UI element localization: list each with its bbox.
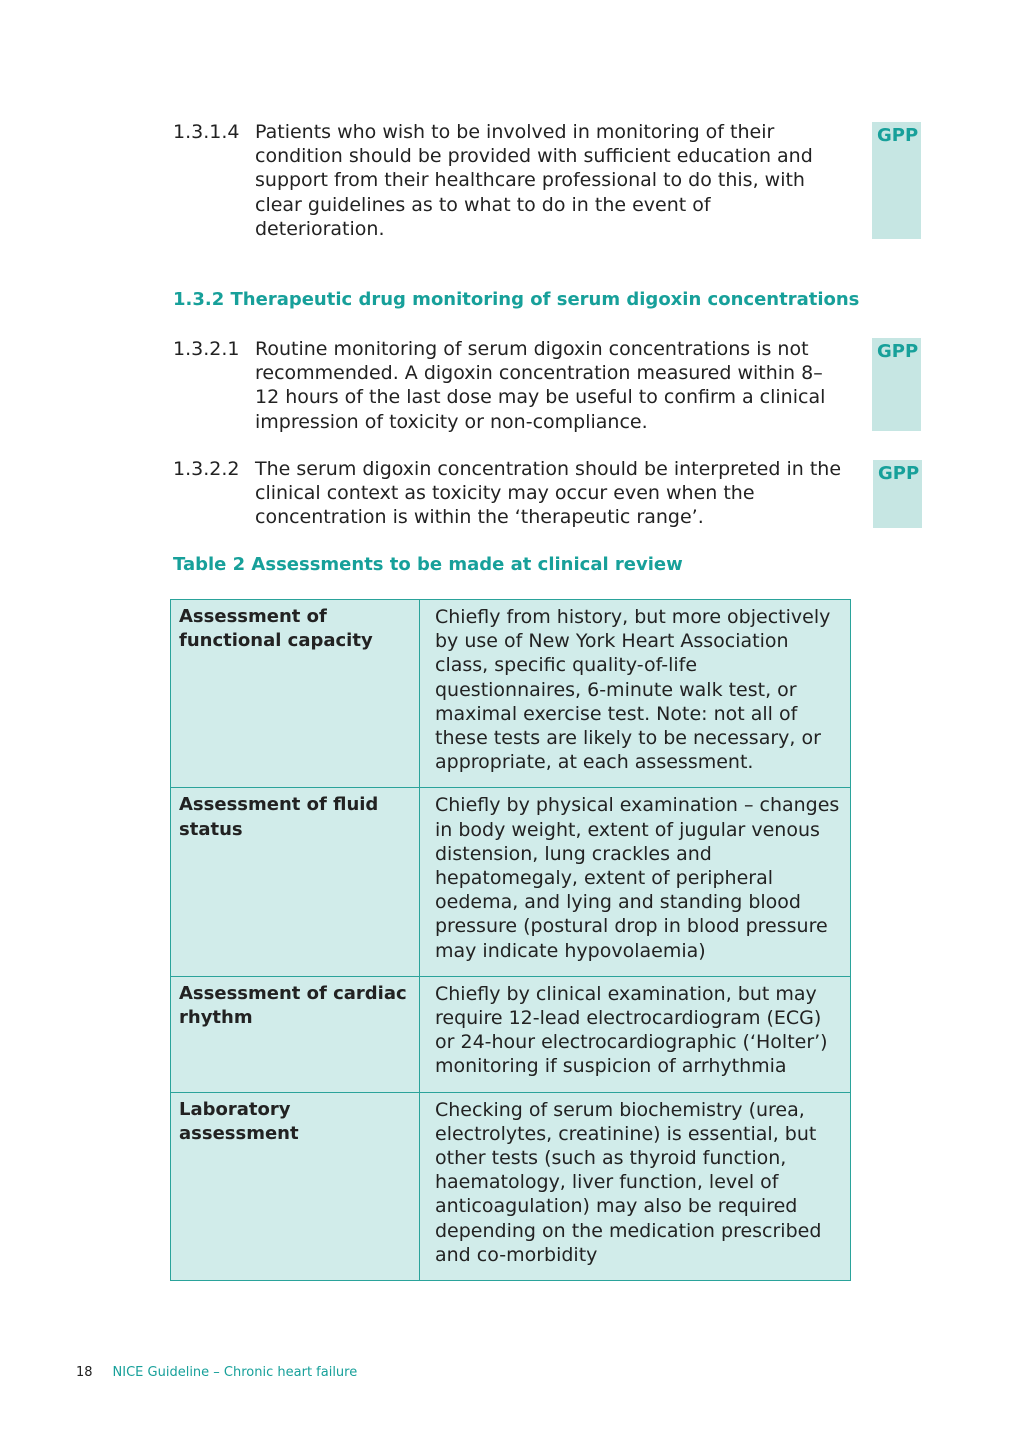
- table-title: Table 2 Assessments to be made at clinical review: [173, 554, 683, 575]
- assessment-detail: Chiefly from history, but more objectively by use of New York Heart Association class, specific quality-of-life questionnaires, 6-minute walk test, or maximal exercise test. Note: not all of these tests are likely to be necessary, or appropriate, at each assessment.: [420, 600, 851, 788]
- table-row: [171, 976, 851, 1092]
- gpp-badge: GPP: [872, 122, 921, 239]
- page-number: 18: [76, 1365, 93, 1380]
- assessment-name: Laboratory assessment: [171, 1092, 420, 1280]
- recommendation-text: Patients who wish to be involved in monitoring of their condition should be provided with sufficient education and support from their healthcare professional to do this, with clear guidelines as to what to do in the event of deterioration.: [255, 121, 813, 240]
- table-row: [171, 1092, 851, 1280]
- assessment-detail: Checking of serum biochemistry (urea, electrolytes, creatinine) is essential, but other tests (such as thyroid function, haematology, liver function, level of anticoagulation) may also be required depending on the medication prescribed and co-morbidity: [420, 1092, 851, 1280]
- page-footer: [76, 1365, 357, 1380]
- recommendation-text: The serum digoxin concentration should be interpreted in the clinical context as toxicity may occur even when the concentration is within the ‘therapeutic range’.: [255, 458, 842, 529]
- gpp-badge: GPP: [873, 460, 922, 528]
- assessment-name: Assessment of fluid status: [171, 788, 420, 976]
- assessment-name: Assessment of cardiac rhythm: [171, 976, 420, 1092]
- recommendation-number: 1.3.2.1: [173, 338, 240, 360]
- table-row: [171, 600, 851, 788]
- assessment-name: Assessment of functional capacity: [171, 600, 420, 788]
- assessment-table: [170, 599, 851, 1281]
- assessment-detail: Chiefly by clinical examination, but may require 12-lead electrocardiogram (ECG) or 24-hour electrocardiographic (‘Holter’) monitoring if suspicion of arrhythmia: [420, 976, 851, 1092]
- recommendation-number: 1.3.2.2: [173, 458, 240, 480]
- section-heading: 1.3.2 Therapeutic drug monitoring of serum digoxin concentrations: [173, 289, 860, 310]
- table-row: [171, 788, 851, 976]
- footer-title: NICE Guideline – Chronic heart failure: [112, 1365, 358, 1380]
- recommendation-text: Routine monitoring of serum digoxin concentrations is not recommended. A digoxin concentration measured within 8–12 hours of the last dose may be useful to confirm a clinical impression of toxicity or non-compliance.: [255, 338, 826, 433]
- recommendation-number: 1.3.1.4: [173, 121, 240, 143]
- assessment-detail: Chiefly by physical examination – changes in body weight, extent of jugular venous distension, lung crackles and hepatomegaly, extent of peripheral oedema, and lying and standing blood pressure (postural drop in blood pressure may indicate hypovolaemia): [420, 788, 851, 976]
- gpp-badge: GPP: [872, 338, 921, 431]
